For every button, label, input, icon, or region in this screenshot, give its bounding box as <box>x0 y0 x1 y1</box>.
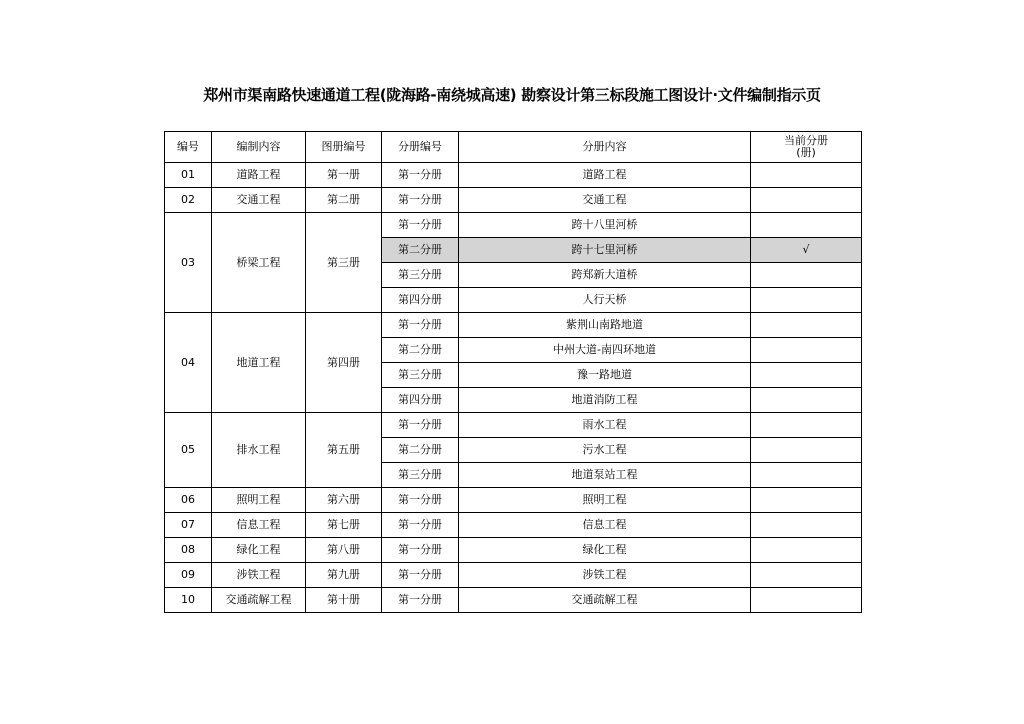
group-content-cell: 交通工程 <box>212 188 306 213</box>
table-row <box>165 163 862 188</box>
current-mark-cell <box>751 213 862 238</box>
part-content-cell: 交通工程 <box>459 188 751 213</box>
current-mark-cell <box>751 263 862 288</box>
current-mark-cell <box>751 388 862 413</box>
group-content-cell: 信息工程 <box>212 513 306 538</box>
group-volume-cell: 第七册 <box>306 513 382 538</box>
group-no-cell: 08 <box>165 538 212 563</box>
group-content-cell: 涉铁工程 <box>212 563 306 588</box>
page-title: 郑州市渠南路快速通道工程(陇海路-南绕城高速) 勘察设计第三标段施工图设计·文件编制指示页 <box>203 86 821 104</box>
table-row <box>165 513 862 538</box>
group-volume-cell: 第六册 <box>306 488 382 513</box>
group-volume-cell: 第二册 <box>306 188 382 213</box>
part-no-cell: 第四分册 <box>382 388 459 413</box>
current-mark-cell <box>751 338 862 363</box>
part-no-cell: 第三分册 <box>382 263 459 288</box>
current-mark-cell <box>751 463 862 488</box>
table-row <box>165 538 862 563</box>
part-content-cell: 污水工程 <box>459 438 751 463</box>
part-content-cell: 中州大道-南四环地道 <box>459 338 751 363</box>
index-table <box>164 131 862 613</box>
group-content-cell: 道路工程 <box>212 163 306 188</box>
current-mark-cell <box>751 538 862 563</box>
part-content-cell: 地道消防工程 <box>459 388 751 413</box>
group-volume-cell: 第九册 <box>306 563 382 588</box>
group-no-cell: 06 <box>165 488 212 513</box>
part-content-cell: 人行天桥 <box>459 288 751 313</box>
part-no-cell: 第一分册 <box>382 413 459 438</box>
part-content-cell: 道路工程 <box>459 163 751 188</box>
part-no-cell: 第一分册 <box>382 563 459 588</box>
header-content: 编制内容 <box>212 132 306 163</box>
part-content-cell: 跨十八里河桥 <box>459 213 751 238</box>
group-content-cell: 交通疏解工程 <box>212 588 306 613</box>
part-no-cell: 第一分册 <box>382 538 459 563</box>
part-content-cell: 信息工程 <box>459 513 751 538</box>
group-volume-cell: 第一册 <box>306 163 382 188</box>
part-no-cell: 第一分册 <box>382 513 459 538</box>
table-row <box>165 213 862 238</box>
table-row <box>165 188 862 213</box>
part-no-cell: 第一分册 <box>382 188 459 213</box>
group-volume-cell: 第八册 <box>306 538 382 563</box>
header-current-line1: 当前分册 <box>784 134 828 147</box>
current-mark-cell <box>751 513 862 538</box>
group-no-cell: 02 <box>165 188 212 213</box>
part-no-cell: 第一分册 <box>382 488 459 513</box>
group-no-cell: 01 <box>165 163 212 188</box>
table-row <box>165 313 862 338</box>
current-mark-cell: √ <box>751 238 862 263</box>
current-mark-cell <box>751 588 862 613</box>
current-mark-cell <box>751 313 862 338</box>
group-volume-cell: 第十册 <box>306 588 382 613</box>
group-no-cell: 05 <box>165 413 212 488</box>
current-mark-cell <box>751 363 862 388</box>
header-volume: 图册编号 <box>306 132 382 163</box>
part-no-cell: 第三分册 <box>382 363 459 388</box>
header-current-line2: (册) <box>796 146 816 159</box>
current-mark-cell <box>751 438 862 463</box>
part-no-cell: 第三分册 <box>382 463 459 488</box>
part-content-cell: 跨十七里河桥 <box>459 238 751 263</box>
header-row <box>165 132 862 163</box>
current-mark-cell <box>751 288 862 313</box>
part-no-cell: 第四分册 <box>382 288 459 313</box>
current-mark-cell <box>751 163 862 188</box>
part-content-cell: 跨郑新大道桥 <box>459 263 751 288</box>
header-part-content: 分册内容 <box>459 132 751 163</box>
part-no-cell: 第一分册 <box>382 588 459 613</box>
table-row <box>165 488 862 513</box>
current-mark-cell <box>751 188 862 213</box>
part-content-cell: 涉铁工程 <box>459 563 751 588</box>
group-volume-cell: 第五册 <box>306 413 382 488</box>
part-content-cell: 紫荆山南路地道 <box>459 313 751 338</box>
group-no-cell: 03 <box>165 213 212 313</box>
current-mark-cell <box>751 488 862 513</box>
group-content-cell: 绿化工程 <box>212 538 306 563</box>
part-no-cell: 第二分册 <box>382 438 459 463</box>
group-content-cell: 桥梁工程 <box>212 213 306 313</box>
part-no-cell: 第一分册 <box>382 313 459 338</box>
group-content-cell: 排水工程 <box>212 413 306 488</box>
current-mark-cell <box>751 563 862 588</box>
part-content-cell: 照明工程 <box>459 488 751 513</box>
group-content-cell: 照明工程 <box>212 488 306 513</box>
part-content-cell: 绿化工程 <box>459 538 751 563</box>
part-no-cell: 第二分册 <box>382 338 459 363</box>
group-volume-cell: 第三册 <box>306 213 382 313</box>
table-row <box>165 563 862 588</box>
header-current <box>751 132 862 163</box>
header-part-no: 分册编号 <box>382 132 459 163</box>
group-content-cell: 地道工程 <box>212 313 306 413</box>
part-no-cell: 第二分册 <box>382 238 459 263</box>
group-no-cell: 04 <box>165 313 212 413</box>
part-no-cell: 第一分册 <box>382 213 459 238</box>
table-row <box>165 588 862 613</box>
part-content-cell: 地道泵站工程 <box>459 463 751 488</box>
group-no-cell: 09 <box>165 563 212 588</box>
part-content-cell: 交通疏解工程 <box>459 588 751 613</box>
group-no-cell: 07 <box>165 513 212 538</box>
part-content-cell: 雨水工程 <box>459 413 751 438</box>
table-row <box>165 413 862 438</box>
part-no-cell: 第一分册 <box>382 163 459 188</box>
group-volume-cell: 第四册 <box>306 313 382 413</box>
group-no-cell: 10 <box>165 588 212 613</box>
current-mark-cell <box>751 413 862 438</box>
part-content-cell: 豫一路地道 <box>459 363 751 388</box>
header-no: 编号 <box>165 132 212 163</box>
